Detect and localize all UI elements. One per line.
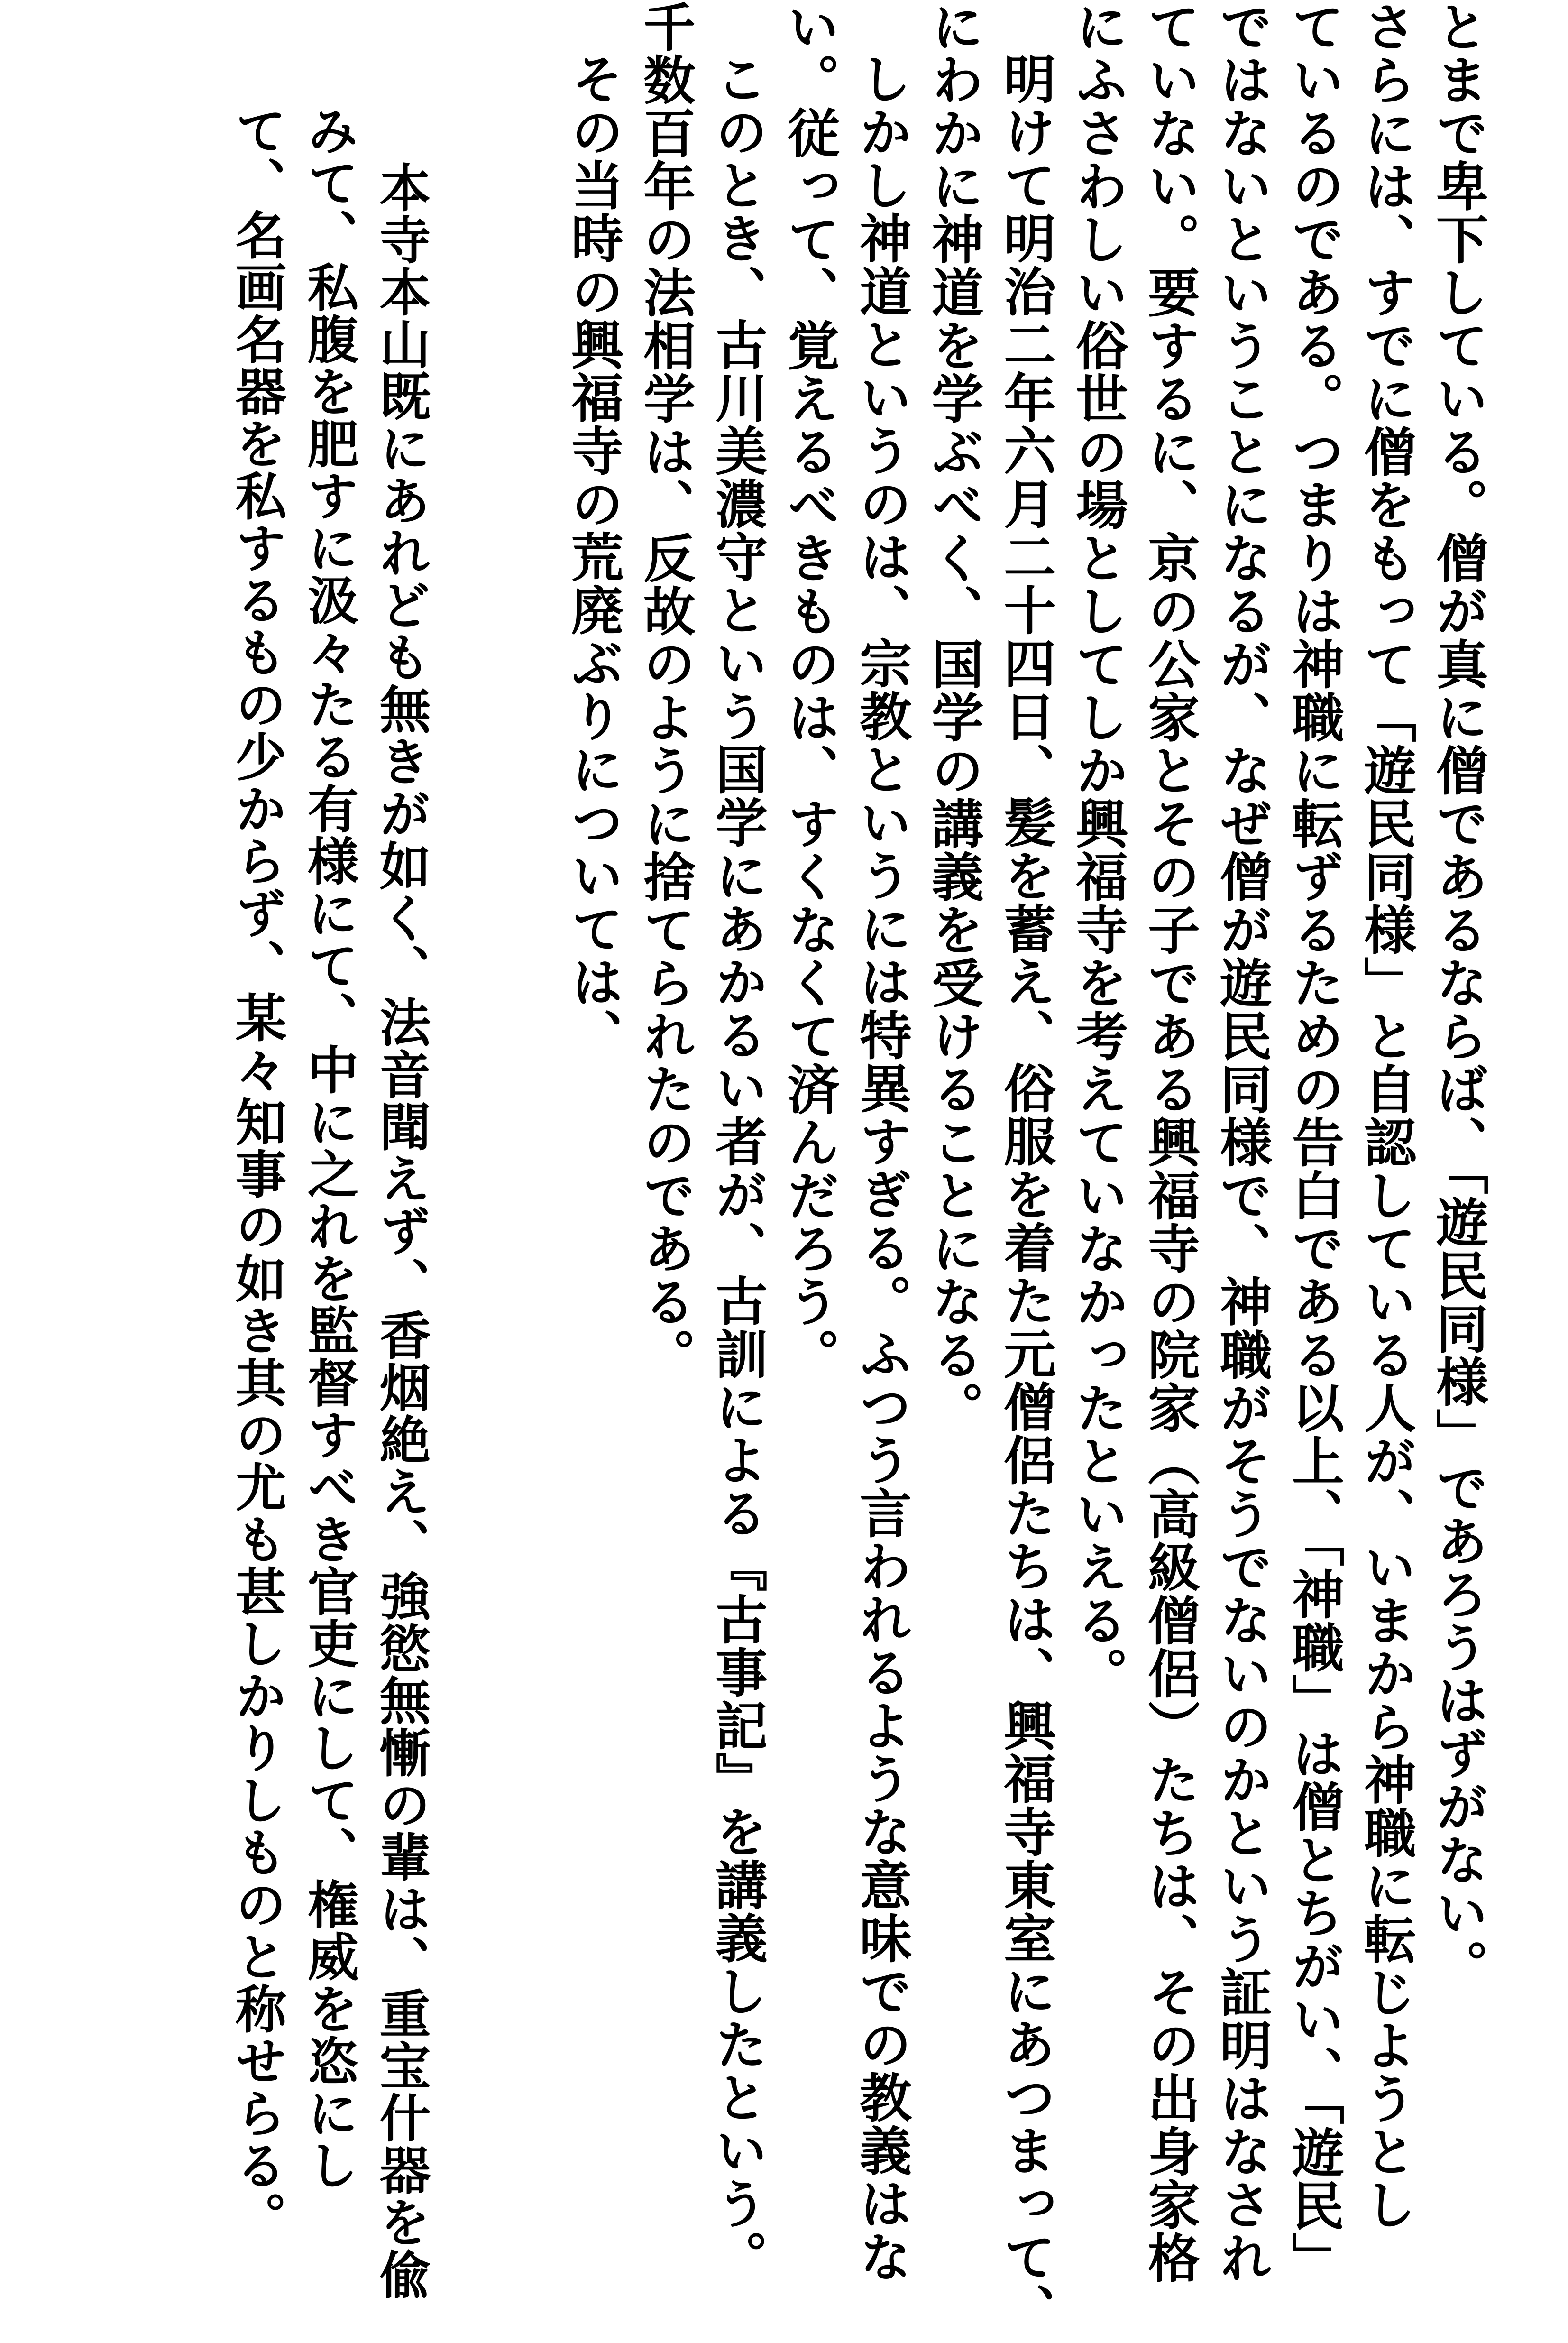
text-line: しかし神道というのは、宗教というには特異すぎる。ふつう言われるような意味での教義はな — [851, 52, 912, 2283]
text-line: さらには、すでに僧をもって「遊民同様」と自認している人が、いまから神職に転じようとし — [1356, 0, 1417, 2231]
text-line: にわかに神道を学ぶべく、国学の講義を受けることになる。 — [923, 0, 984, 1434]
text-line: ていない。要するに、京の公家とその子である興福寺の院家（高級僧侶）たちは、その出身家格 — [1139, 0, 1201, 2284]
text-line: ているのである。つまりは神職に転ずるための告白である以上、「神職」は僧とちがい、「遊民」 — [1284, 0, 1345, 2285]
text-line: 千数百年の法相学は、反故のように捨てられたのである。 — [635, 0, 696, 1381]
text-line: その当時の興福寺の荒廃ぶりについては、 — [563, 52, 624, 1061]
quote-line: みて、私腹を肥すに汲々たる有様にて、中に之れを監督すべき官吏にして、権威を恣にし — [299, 104, 358, 2191]
text-line: にふさわしい俗世の場としてしか興福寺を考えていなかったといえる。 — [1067, 0, 1128, 1700]
text-line: ではないということになるが、なぜ僧が遊民同様で、神職がそうでないのかという証明はなされ — [1211, 0, 1273, 2284]
text-line: 明けて明治二年六月二十四日、髪を蓄え、俗服を着た元僧侶たちは、興福寺東室にあつまって、 — [995, 52, 1056, 2336]
text-line: とまで卑下している。僧が真に僧であるならば、「遊民同様」であろうはずがない。 — [1428, 0, 1489, 1992]
quote-line: 本寺本山既にあれども無きが如く、法音聞えず、香烟絶え、強慾無慚の輩は、重宝什器を偸 — [371, 161, 431, 2300]
text-line: い。従って、覚えるべきものは、すくなくて済んだろう。 — [779, 0, 840, 1381]
text-line: このとき、古川美濃守という国学にあかるい者が、古訓による『古事記』を講義したという。 — [707, 52, 768, 2283]
quote-line: て、名画名器を私するもの少からず、某々知事の如き其の尤も甚しかりしものと称せらる。 — [227, 104, 286, 2243]
